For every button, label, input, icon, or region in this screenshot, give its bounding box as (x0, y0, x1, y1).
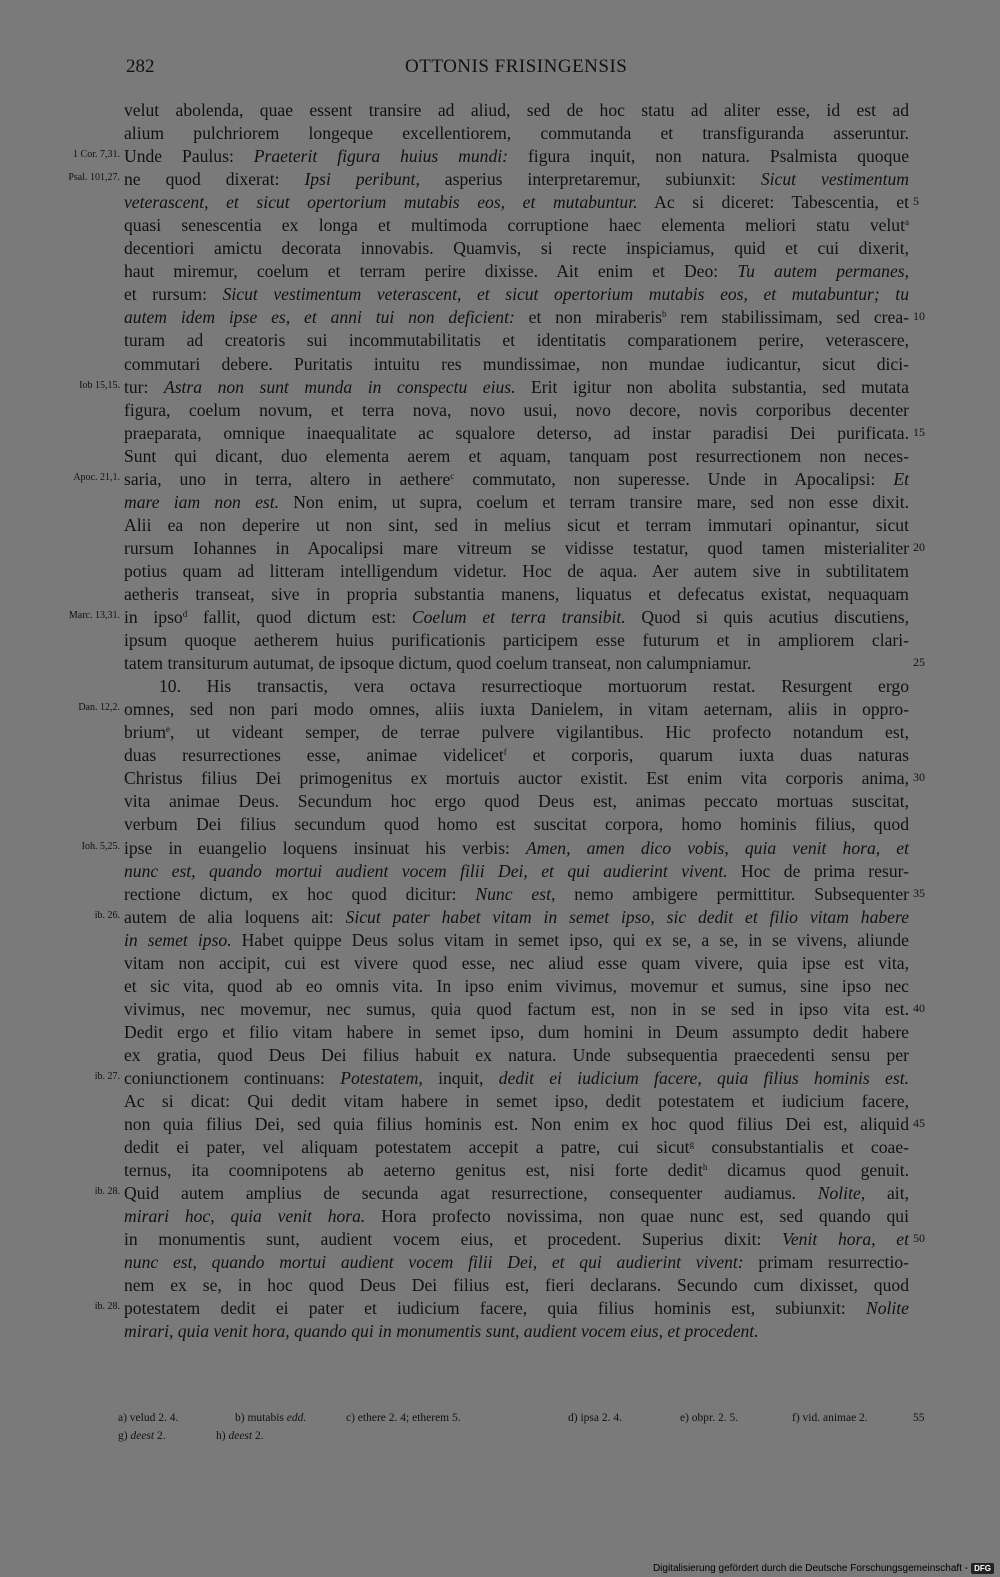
line-text: in monumentis sunt, audient vocem eius, et procedent. Superius dixit: Venit hora, et (124, 1229, 909, 1250)
line-number: 45 (913, 1116, 925, 1131)
text-line (0, 376, 1000, 399)
line-number: 20 (913, 539, 925, 554)
line-text: saria, uno in terra, altero in aethere$^c$ commutato, non superesse. Unde in Apocalipsi: Et (124, 468, 909, 489)
footnote: f) vid. animae 2. (792, 1412, 868, 1424)
text-line (0, 399, 1000, 422)
line-text: potestatem dedit ei pater et iudicium facere, quia filius hominis est, subiunxit: Nolite (124, 1298, 909, 1319)
text-line (0, 99, 1000, 122)
text-line (0, 975, 1000, 998)
text-line (0, 1182, 1000, 1205)
text-line (0, 260, 1000, 283)
margin-reference: Psal. 101,27. (68, 172, 120, 184)
line-text: commutari debere. Puritatis intuitu res mundissimae, non mundae iudicantur, sicut dici- (124, 353, 909, 374)
text-line (0, 1044, 1000, 1067)
line-text: nunc est, quando mortui audient vocem filii Dei, et qui audierint vivent. Hoc de prima resur- (124, 860, 909, 881)
margin-reference: Apoc. 21,1. (73, 471, 120, 483)
text-line (0, 1297, 1000, 1320)
text-line (0, 1159, 1000, 1182)
footnote: e) obpr. 2. 5. (680, 1412, 739, 1424)
footnote: h) deest 2. (216, 1430, 264, 1442)
line-number: 30 (913, 770, 925, 785)
text-line (0, 998, 1000, 1021)
line-number: 35 (913, 885, 925, 900)
text-line (0, 353, 1000, 376)
text-line (0, 652, 1000, 675)
line-text: ipse in euangelio loquens insinuat his verbis: Amen, amen dico vobis, quia venit hora, et (124, 837, 909, 858)
text-line (0, 191, 1000, 214)
line-text: vivimus, nec movemur, nec sumus, quia quod factum est, non in se sed in ipso vita est. (124, 998, 909, 1019)
line-text: Sunt qui dicant, duo elementa aerem et aquam, tanquam post resurrectionem non neces- (124, 445, 909, 466)
text-line (0, 1228, 1000, 1251)
credit-text: Digitalisierung gefördert durch die Deutsche Forschungsgemeinschaft - (652, 1563, 969, 1574)
line-text: ex gratia, quod Deus Dei filius habuit ex natura. Unde subsequentia praecedenti sensu per (124, 1044, 909, 1065)
text-line (0, 283, 1000, 306)
line-text: in ipso$^d$ fallit, quod dictum est: Coelum et terra transibit. Quod si quis acutius discutiens, (124, 607, 909, 628)
line-text: praeparata, omnique inaequalitate ac squalore deterso, ad instar paradisi Dei purificata. (124, 422, 909, 443)
margin-reference: ib. 27. (94, 1070, 120, 1082)
line-number: 55 (913, 1412, 925, 1424)
line-number: 25 (913, 655, 925, 670)
line-text: mirari hoc, quia venit hora. Hora profecto novissima, non quae nunc est, sed quando qui (124, 1206, 909, 1227)
line-number: 5 (913, 194, 919, 209)
text-line (0, 606, 1000, 629)
line-text: vitam non accipit, cui est vivere quod esse, nec aliud esse quam vivere, quia ipse est vita, (124, 952, 909, 973)
text-line (0, 744, 1000, 767)
line-text: vita animae Deus. Secundum hoc ergo quod Deus est, animas peccato mortuas suscitat, (124, 791, 909, 812)
text-line (0, 1251, 1000, 1274)
line-text: tur: Astra non sunt munda in conspectu eius. Erit igitur non abolita substantia, sed mutata (124, 376, 909, 397)
text-line (0, 721, 1000, 744)
text-line (0, 929, 1000, 952)
line-text: brium$^e$, ut videant semper, de terrae pulvere vigilantibus. Hic profecto notandum est, (124, 722, 909, 743)
margin-reference: Dan. 12,2. (78, 702, 120, 714)
line-text: dedit ei pater, vel aliquam potestatem accepit a patre, cui sicut$^g$ consubstantialis et coae- (124, 1137, 909, 1158)
line-text: haut miremur, coelum et terram perire dixisse. Ait enim et Deo: Tu autem permanes, (124, 261, 909, 282)
text-line (0, 767, 1000, 790)
text-line (0, 491, 1000, 514)
line-text: mirari, quia venit hora, quando qui in monumentis sunt, audient vocem eius, et procedent. (124, 1321, 759, 1342)
line-text: tatem transiturum autumat, de ipsoque dictum, quod coelum transeat, non calumpniamur. (124, 653, 752, 674)
text-line (0, 675, 1000, 698)
text-line (0, 883, 1000, 906)
line-text: et rursum: Sicut vestimentum veterascent, et sicut opertorium mutabis eos, et mutabuntur; tu (124, 284, 909, 305)
line-text: duas resurrectiones esse, animae videlicet$^f$ et corporis, quarum iuxta duas naturas (124, 745, 909, 766)
text-line (0, 560, 1000, 583)
text-line (0, 145, 1000, 168)
line-text: ternus, ita coomnipotens ab aeterno genitus est, nisi forte dedit$^h$ dicamus quod genuit. (124, 1160, 909, 1181)
line-text: omnes, sed non pari modo omnes, aliis iuxta Danielem, in vitam aeternam, aliis in oppro- (124, 699, 909, 720)
line-text: ipsum quoque aetherem huius purificationis participem esse futurum et in ampliorem clari- (124, 630, 909, 651)
digitization-credit (653, 1563, 994, 1574)
text-line (0, 790, 1000, 813)
line-text: non quia filius Dei, sed quia filius hominis est. Non enim ex hoc quod filius Dei est, aliquid (124, 1114, 909, 1135)
line-text: rursum Iohannes in Apocalipsi mare vitreum se vidisse testatur, quod tamen misterialiter (124, 537, 909, 558)
text-line (0, 1067, 1000, 1090)
text-line (0, 214, 1000, 237)
text-line (0, 1090, 1000, 1113)
text-line (0, 698, 1000, 721)
footnotes (118, 1412, 938, 1448)
text-line (0, 1021, 1000, 1044)
text-line (0, 537, 1000, 560)
text-line (0, 168, 1000, 191)
line-text: ne quod dixerat: Ipsi peribunt, asperius interpretaremur, subiunxit: Sicut vestimentum (124, 169, 909, 190)
line-text: figura, coelum novum, et terra nova, novo usui, novo decore, novis corporibus decenter (124, 399, 909, 420)
line-text: Unde Paulus: Praeterit figura huius mundi: figura inquit, non natura. Psalmista quoque (124, 146, 909, 167)
line-text: alium pulchriorem longeque excellentiorem, commutanda et transfiguranda asseruntur. (124, 123, 909, 144)
footnote-row (118, 1412, 938, 1430)
margin-reference: ib. 26. (94, 909, 120, 921)
line-text: coniunctionem continuans: Potestatem, inquit, dedit ei iudicium facere, quia filius hominis est. (124, 1067, 909, 1088)
margin-reference: ib. 28. (94, 1301, 120, 1313)
body-text (0, 99, 1000, 1344)
footnote: g) deest 2. (118, 1430, 166, 1442)
line-text: autem idem ipse es, et anni tui non deficient: et non miraberis$^b$ rem stabilissimam, sed crea- (124, 307, 909, 328)
line-text: in semet ipso. Habet quippe Deus solus vitam in semet ipso, qui ex se, a se, in se vivens, aliunde (124, 929, 909, 950)
line-text: Alii ea non deperire ut non sint, sed in melius sicut et terram immutari opinantur, sicut (124, 514, 909, 535)
margin-reference: 1 Cor. 7,31. (73, 149, 120, 161)
text-line (0, 629, 1000, 652)
line-text: Ac si dicat: Qui dedit vitam habere in semet ipso, dedit potestatem et iudicium facere, (124, 1091, 909, 1112)
text-line (0, 583, 1000, 606)
margin-reference: Iob 15,15. (79, 379, 120, 391)
text-line (0, 422, 1000, 445)
text-line (0, 1320, 1000, 1343)
text-line (0, 837, 1000, 860)
text-line (0, 1274, 1000, 1297)
line-text: quasi senescentia ex longa et multimoda corruptione haec elementa meliori statu velut$^a$ (124, 215, 909, 236)
text-line (0, 1113, 1000, 1136)
footnote-row (118, 1430, 938, 1448)
line-text: 10. His transactis, vera octava resurrectioque mortuorum restat. Resurgent ergo (159, 676, 909, 697)
text-line (0, 1205, 1000, 1228)
line-text: Dedit ergo et filio vitam habere in semet ipso, dum homini in Deum assumpto dedit habere (124, 1021, 909, 1042)
line-text: autem de alia loquens ait: Sicut pater habet vitam in semet ipso, sic dedit et filio vitam habere (124, 906, 909, 927)
line-text: verbum Dei filius secundum quod homo est suscitat corpora, homo hominis filius, quod (124, 814, 909, 835)
page-header (0, 56, 1000, 86)
line-text: veterascent, et sicut opertorium mutabis eos, et mutabuntur. Ac si diceret: Tabescentia, et (124, 192, 910, 213)
text-line (0, 122, 1000, 145)
line-number: 10 (913, 309, 925, 324)
footnote: c) ethere 2. 4; etherem 5. (346, 1412, 461, 1424)
line-text: rectione dictum, ex hoc quod dicitur: Nunc est, nemo ambigere permittitur. Subsequenter (124, 883, 910, 904)
line-number: 50 (913, 1231, 925, 1246)
text-line (0, 1136, 1000, 1159)
page-number: 282 (126, 56, 155, 77)
margin-reference: Marc. 13,31. (68, 610, 120, 622)
line-text: mare iam non est. Non enim, ut supra, coelum et terram transire mare, sed non esse dixit. (124, 491, 909, 512)
text-line (0, 860, 1000, 883)
text-line (0, 445, 1000, 468)
line-text: nunc est, quando mortui audient vocem filii Dei, et qui audierint vivent: primam resurrectio- (124, 1252, 909, 1273)
line-text: et sic vita, quod ab eo omnis vita. In ipso enim vivimus, movemur et sumus, sine ipso nec (124, 975, 909, 996)
running-title: OTTONIS FRISINGENSIS (405, 56, 628, 77)
text-line (0, 468, 1000, 491)
line-text: aetheris transeat, sive in propria substantia manens, liquatus et defecatus existat, nequaquam (124, 583, 909, 604)
text-line (0, 237, 1000, 260)
line-text: nem ex se, in hoc quod Deus Dei filius est, fieri declarans. Secundo cum dixisset, quod (124, 1275, 909, 1296)
dfg-logo: DFG (971, 1563, 994, 1574)
footnote: b) mutabis edd. (235, 1412, 307, 1424)
line-number: 15 (913, 424, 925, 439)
text-line (0, 329, 1000, 352)
text-line (0, 514, 1000, 537)
line-text: potius quam ad litteram intelligendum videtur. Hoc de aqua. Aer autem sive in subtilitatem (124, 560, 909, 581)
margin-reference: ib. 28. (94, 1186, 120, 1198)
text-line (0, 906, 1000, 929)
line-text: turam ad creatoris sui incommutabilitatis et identitatis comparationem perire, veterascere, (124, 330, 909, 351)
margin-reference: Ioh. 5,25. (81, 840, 120, 852)
text-line (0, 813, 1000, 836)
line-number: 40 (913, 1000, 925, 1015)
line-text: Christus filius Dei primogenitus ex mortuis auctor existit. Est enim vita corporis anima, (124, 768, 909, 789)
text-line (0, 952, 1000, 975)
footnote: d) ipsa 2. 4. (568, 1412, 622, 1424)
footnote: a) velud 2. 4. (118, 1412, 179, 1424)
text-line (0, 306, 1000, 329)
line-text: Quid autem amplius de secunda agat resurrectione, consequenter audiamus. Nolite, ait, (124, 1183, 909, 1204)
line-text: decentiori amictu decorata innovabis. Quamvis, si recte inspiciamus, quid et cui dixerit, (124, 238, 909, 259)
line-text: velut abolenda, quae essent transire ad aliud, sed de hoc statu ad aliter esse, id est ad (124, 100, 909, 120)
